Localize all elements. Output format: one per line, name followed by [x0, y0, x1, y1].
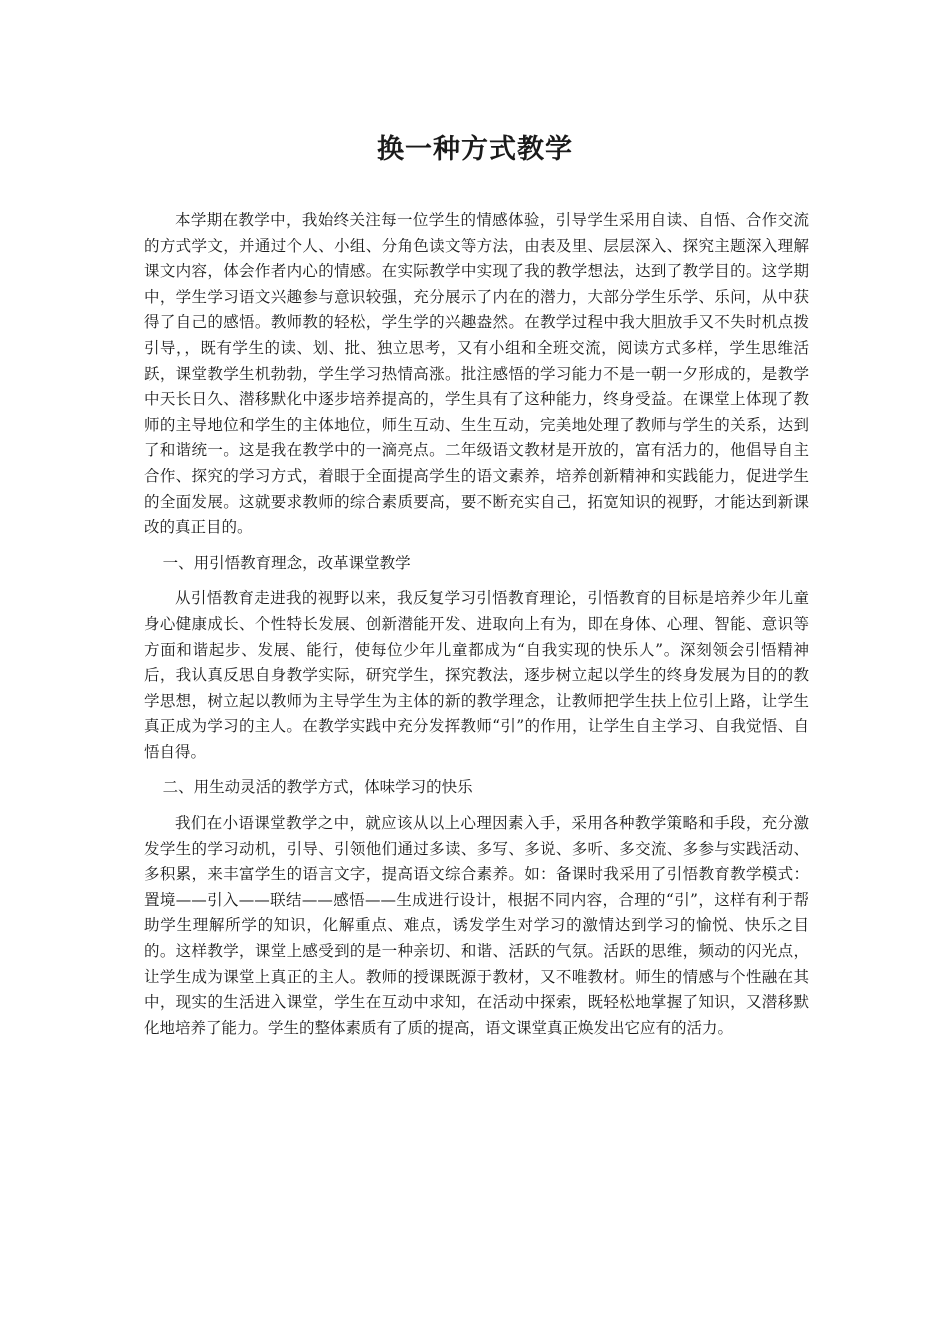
body-paragraph-section-2: 我们在小语课堂教学之中，就应该从以上心理因素入手，采用各种教学策略和手段，充分激发学生的学习动机，引导、引领他们通过多读、多写、多说、多听、多交流、多参与实践活动、多积累，来丰富学生的语言文字，提高语文综合素养。如：备课时我采用了引悟教育教学模式：置境——引入——联结——感悟——生成进行设计，根据不同内容，合理的“引”，这样有利于帮助学生理解所学的知识，化解重点、难点，诱发学生对学习的激情达到学习的愉悦、快乐之目的。这样教学，课堂上感受到的是一种亲切、和谐、活跃的气氛。活跃的思维，频动的闪光点，让学生成为课堂上真正的主人。教师的授课既源于教材，又不唯教材。师生的情感与个性融在其中，现实的生活进入课堂，学生在互动中求知，在活动中探索，既轻松地掌握了知识，又潜移默化地培养了能力。学生的整体素质有了质的提高，语文课堂真正焕发出它应有的活力。: [144, 814, 809, 1037]
body-paragraph-intro: 本学期在教学中，我始终关注每一位学生的情感体验，引导学生采用自读、自悟、合作交流的方式学文，并通过个人、小组、分角色读文等方法，由表及里、层层深入、探究主题深入理解课文内容，体会作者内心的情感。在实际教学中实现了我的教学想法，达到了教学目的。这学期中，学生学习语文兴趣参与意识较强，充分展示了内在的潜力，大部分学生乐学、乐问，从中获得了自己的感悟。教师教的轻松，学生学的兴趣盎然。在教学过程中我大胆放手又不失时机点拨引导，，既有学生的读、划、批、独立思考，又有小组和全班交流，阅读方式多样，学生思维活跃，课堂教学生机勃勃，学生学习热情高涨。批注感悟的学习能力不是一朝一夕形成的，是教学中天长日久、潜移默化中逐步培养提高的，学生具有了这种能力，终身受益。在课堂上体现了教师的主导地位和学生的主体地位，师生互动、生生互动，完美地处理了教师与学生的关系，达到了和谐统一。这是我在教学中的一滴亮点。二年级语文教材是开放的，富有活力的，他倡导自主合作、探究的学习方式，着眼于全面提高学生的语文素养，培养创新精神和实践能力，促进学生的全面发展。这就要求教师的综合素质要高，要不断充实自己，拓宽知识的视野，才能达到新课改的真正目的。: [144, 211, 809, 537]
document-body: [144, 208, 809, 1051]
section-heading-1: 一、用引悟教育理念，改革课堂教学: [162, 553, 411, 572]
body-paragraph-section-1: 从引悟教育走进我的视野以来，我反复学习引悟教育理论，引悟教育的目标是培养少年儿童身心健康成长、个性特长发展、创新潜能开发、进取向上有为，即在身体、心理、智能、意识等方面和谐起步、发展、能行，使每位少年儿童都成为“自我实现的快乐人”。深刻领会引悟精神后，我认真反思自身教学实际，研究学生，探究教法，逐步树立起以学生的终身发展为目的的教学思想，树立起以教师为主导学生为主体的新的教学理念，让教师把学生扶上位引上路，让学生真正成为学习的主人。在教学实践中充分发挥教师“引”的作用，让学生自主学习、自我觉悟、自悟自得。: [144, 589, 809, 761]
document-title: 换一种方式教学: [377, 134, 573, 165]
section-heading-2: 二、用生动灵活的教学方式，体味学习的快乐: [162, 778, 473, 797]
